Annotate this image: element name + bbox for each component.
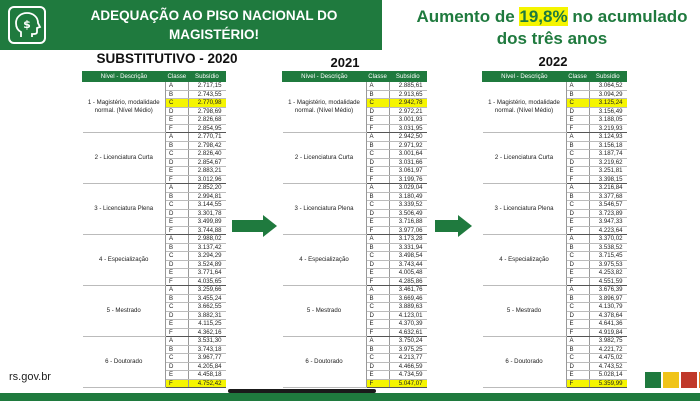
table-row: [283, 235, 427, 244]
subsidy-value: 3.499,89: [188, 218, 225, 227]
class-cell: F: [566, 226, 589, 235]
level-label: 4 - Especialização: [483, 235, 567, 286]
class-cell: C: [366, 201, 389, 210]
table-row: [283, 337, 427, 346]
svg-text:$: $: [23, 18, 31, 31]
top-banner: [0, 0, 382, 50]
class-cell: E: [366, 269, 389, 278]
subsidy-value: 2.826,40: [188, 150, 225, 159]
class-cell: A: [566, 337, 589, 346]
class-cell: C: [566, 150, 589, 159]
subsidy-value: 4.632,61: [389, 328, 426, 337]
subsidy-value: 4.551,59: [589, 277, 626, 286]
subsidy-value: 3.001,93: [389, 116, 426, 125]
class-cell: A: [566, 82, 589, 91]
level-label: 1 - Magistério, modalidade normal. (Nível Médio): [283, 82, 367, 133]
class-cell: B: [366, 294, 389, 303]
subsidy-value: 4.466,59: [389, 362, 426, 371]
class-cell: A: [165, 337, 188, 346]
class-cell: D: [366, 362, 389, 371]
class-cell: B: [165, 141, 188, 150]
class-cell: B: [366, 345, 389, 354]
class-cell: F: [165, 226, 188, 235]
class-cell: E: [366, 320, 389, 329]
class-cell: F: [165, 124, 188, 133]
class-cell: F: [366, 175, 389, 184]
class-cell: E: [366, 116, 389, 125]
subsidy-value: 3.750,24: [389, 337, 426, 346]
class-cell: E: [566, 320, 589, 329]
headline-suffix: no acumulado dos três anos: [496, 7, 688, 48]
table-row: [83, 235, 226, 244]
subsidy-value: 3.662,55: [188, 303, 225, 312]
level-label: 2 - Licenciatura Curta: [483, 133, 567, 184]
subsidy-value: 3.947,33: [589, 218, 626, 227]
class-cell: A: [165, 286, 188, 295]
class-cell: C: [165, 99, 188, 108]
level-label: 6 - Doutorado: [483, 337, 567, 388]
table-row: [283, 82, 427, 91]
table-row: [283, 184, 427, 193]
class-cell: B: [165, 90, 188, 99]
subsidy-value: 4.641,36: [589, 320, 626, 329]
table-row: [483, 235, 627, 244]
subsidy-value: 2.770,98: [188, 99, 225, 108]
class-cell: D: [566, 107, 589, 116]
subsidy-value: 2.854,67: [188, 158, 225, 167]
level-label: 3 - Licenciatura Plena: [83, 184, 166, 235]
class-cell: D: [366, 311, 389, 320]
header-classe: Classe: [566, 72, 589, 82]
subsidy-value: 3.216,84: [589, 184, 626, 193]
class-cell: E: [566, 116, 589, 125]
subsidy-value: 3.669,46: [389, 294, 426, 303]
class-cell: B: [566, 243, 589, 252]
subsidy-value: 3.156,49: [589, 107, 626, 116]
subsidy-value: 3.187,74: [589, 150, 626, 159]
subsidy-value: 3.975,25: [389, 345, 426, 354]
class-cell: B: [566, 345, 589, 354]
subsidy-value: 3.219,62: [589, 158, 626, 167]
class-cell: A: [165, 235, 188, 244]
header-subsidio: Subsídio: [589, 72, 626, 82]
class-cell: F: [566, 379, 589, 388]
subsidy-value: 2.988,02: [188, 235, 225, 244]
subsidy-value: 3.882,31: [188, 311, 225, 320]
subsidy-value: 3.012,96: [188, 175, 225, 184]
class-cell: F: [165, 175, 188, 184]
class-cell: A: [165, 133, 188, 142]
subsidy-value: 3.889,63: [389, 303, 426, 312]
subsidy-value: 3.715,45: [589, 252, 626, 261]
subsidy-value: 4.253,82: [589, 269, 626, 278]
level-label: 5 - Mestrado: [83, 286, 166, 337]
bottom-strip: [0, 393, 700, 401]
class-cell: F: [165, 277, 188, 286]
subsidy-value: 3.294,29: [188, 252, 225, 261]
subsidy-value: 3.031,66: [389, 158, 426, 167]
subsidy-value: 3.744,88: [188, 226, 225, 235]
class-cell: E: [566, 218, 589, 227]
table-row: [83, 286, 226, 295]
class-cell: D: [165, 362, 188, 371]
subsidy-value: 2.942,78: [389, 99, 426, 108]
subsidy-value: 3.173,28: [389, 235, 426, 244]
class-cell: A: [366, 337, 389, 346]
class-cell: B: [366, 141, 389, 150]
subsidy-value: 2.798,69: [188, 107, 225, 116]
table-row: [83, 82, 226, 91]
green-square: [645, 372, 661, 388]
class-cell: C: [165, 252, 188, 261]
subsidy-value: 3.975,53: [589, 260, 626, 269]
subsidy-value: 3.506,49: [389, 209, 426, 218]
class-cell: B: [566, 141, 589, 150]
class-cell: F: [165, 328, 188, 337]
class-cell: F: [366, 328, 389, 337]
level-label: 2 - Licenciatura Curta: [83, 133, 166, 184]
subsidy-value: 3.538,52: [589, 243, 626, 252]
subsidy-value: 4.743,52: [589, 362, 626, 371]
subsidy-value: 3.031,95: [389, 124, 426, 133]
subsidy-value: 2.994,81: [188, 192, 225, 201]
subsidy-value: 3.331,94: [389, 243, 426, 252]
class-cell: D: [165, 158, 188, 167]
class-cell: A: [366, 286, 389, 295]
class-cell: E: [566, 269, 589, 278]
class-cell: B: [165, 243, 188, 252]
salary-table-2020: [82, 71, 226, 388]
headline-prefix: Aumento de: [416, 7, 520, 26]
column-title-2022: 2022: [538, 54, 568, 69]
headline-highlight: 19,8%: [519, 7, 568, 26]
subsidy-value: 3.498,54: [389, 252, 426, 261]
column-title-2021: 2021: [330, 55, 360, 70]
subsidy-value: 4.362,16: [188, 328, 225, 337]
subsidy-value: 4.123,01: [389, 311, 426, 320]
level-label: 2 - Licenciatura Curta: [283, 133, 367, 184]
class-cell: E: [566, 371, 589, 380]
table-row: [483, 337, 627, 346]
class-cell: C: [366, 303, 389, 312]
subsidy-value: 2.743,55: [188, 90, 225, 99]
class-cell: E: [165, 218, 188, 227]
subsidy-value: 3.001,64: [389, 150, 426, 159]
class-cell: B: [366, 192, 389, 201]
class-cell: E: [165, 116, 188, 125]
subsidy-value: 3.029,04: [389, 184, 426, 193]
class-cell: F: [366, 124, 389, 133]
subsidy-value: 2.826,68: [188, 116, 225, 125]
class-cell: F: [566, 277, 589, 286]
subsidy-value: 4.005,48: [389, 269, 426, 278]
subsidy-value: 2.883,21: [188, 167, 225, 176]
table-row: [283, 133, 427, 142]
class-cell: E: [165, 167, 188, 176]
subsidy-value: 3.124,93: [589, 133, 626, 142]
subsidy-value: 3.125,24: [589, 99, 626, 108]
subsidy-value: 4.213,77: [389, 354, 426, 363]
subsidy-value: 4.475,02: [589, 354, 626, 363]
subsidy-value: 4.130,79: [589, 303, 626, 312]
class-cell: A: [366, 82, 389, 91]
header-subsidio: Subsídio: [389, 72, 426, 82]
class-cell: D: [366, 158, 389, 167]
class-cell: D: [165, 107, 188, 116]
level-label: 3 - Licenciatura Plena: [483, 184, 567, 235]
table-row: [483, 184, 627, 193]
subsidy-value: 3.301,78: [188, 209, 225, 218]
subsidy-value: 4.370,39: [389, 320, 426, 329]
table-row: [83, 133, 226, 142]
salary-table-2022: [482, 71, 627, 388]
subsidy-value: 2.770,71: [188, 133, 225, 142]
class-cell: A: [366, 235, 389, 244]
class-cell: C: [165, 354, 188, 363]
class-cell: D: [566, 209, 589, 218]
class-cell: E: [165, 320, 188, 329]
subsidy-value: 3.977,06: [389, 226, 426, 235]
header-classe: Classe: [165, 72, 188, 82]
class-cell: D: [566, 158, 589, 167]
banner-title: ADEQUAÇÃO AO PISO NACIONAL DO MAGISTÉRIO!: [90, 8, 338, 42]
subsidy-value: 3.094,29: [589, 90, 626, 99]
class-cell: A: [566, 235, 589, 244]
class-cell: F: [366, 277, 389, 286]
class-cell: C: [165, 303, 188, 312]
header-nivel: Nível - Descrição: [283, 72, 367, 82]
subsidy-value: 5.047,07: [389, 379, 426, 388]
subsidy-value: 3.982,75: [589, 337, 626, 346]
class-cell: A: [366, 133, 389, 142]
class-cell: C: [366, 99, 389, 108]
class-cell: C: [566, 201, 589, 210]
class-cell: B: [566, 192, 589, 201]
subsidy-value: 2.885,61: [389, 82, 426, 91]
class-cell: D: [566, 260, 589, 269]
class-cell: D: [566, 362, 589, 371]
class-cell: B: [366, 243, 389, 252]
subsidy-value: 3.743,44: [389, 260, 426, 269]
subsidy-value: 4.458,18: [188, 371, 225, 380]
class-cell: B: [165, 192, 188, 201]
subsidy-value: 5.359,99: [589, 379, 626, 388]
subsidy-value: 2.971,92: [389, 141, 426, 150]
class-cell: B: [566, 90, 589, 99]
subsidy-value: 3.156,18: [589, 141, 626, 150]
subsidy-value: 3.461,76: [389, 286, 426, 295]
class-cell: C: [366, 252, 389, 261]
class-cell: F: [165, 379, 188, 388]
subsidy-value: 4.285,86: [389, 277, 426, 286]
subsidy-value: 5.028,14: [589, 371, 626, 380]
subsidy-value: 2.942,50: [389, 133, 426, 142]
class-cell: C: [165, 150, 188, 159]
class-cell: E: [366, 167, 389, 176]
subsidy-value: 3.064,52: [589, 82, 626, 91]
subsidy-value: 3.199,76: [389, 175, 426, 184]
class-cell: C: [165, 201, 188, 210]
class-cell: A: [366, 184, 389, 193]
class-cell: A: [165, 82, 188, 91]
subsidy-value: 4.221,72: [589, 345, 626, 354]
subsidy-value: 2.852,20: [188, 184, 225, 193]
class-cell: C: [566, 99, 589, 108]
subsidy-value: 3.398,15: [589, 175, 626, 184]
header-classe: Classe: [366, 72, 389, 82]
level-label: 5 - Mestrado: [283, 286, 367, 337]
class-cell: A: [566, 184, 589, 193]
level-label: 5 - Mestrado: [483, 286, 567, 337]
class-cell: F: [566, 328, 589, 337]
class-cell: A: [566, 133, 589, 142]
salary-table-2021: [282, 71, 427, 388]
column-title-2020: SUBSTITUTIVO - 2020: [96, 51, 238, 66]
class-cell: D: [366, 209, 389, 218]
class-cell: D: [566, 311, 589, 320]
brand-color-squares: [645, 372, 700, 388]
class-cell: A: [165, 184, 188, 193]
level-label: 1 - Magistério, modalidade normal. (Nível Médio): [83, 82, 166, 133]
subsidy-value: 3.723,89: [589, 209, 626, 218]
table-row: [483, 286, 627, 295]
subsidy-value: 3.455,24: [188, 294, 225, 303]
subsidy-value: 3.061,97: [389, 167, 426, 176]
class-cell: B: [165, 294, 188, 303]
subsidy-value: 3.716,88: [389, 218, 426, 227]
subsidy-value: 3.188,05: [589, 116, 626, 125]
level-label: 6 - Doutorado: [83, 337, 166, 388]
header-nivel: Nível - Descrição: [83, 72, 166, 82]
subsidy-value: 3.219,93: [589, 124, 626, 133]
subsidy-value: 3.546,57: [589, 201, 626, 210]
class-cell: E: [366, 371, 389, 380]
class-cell: F: [566, 124, 589, 133]
subsidy-value: 4.223,64: [589, 226, 626, 235]
subsidy-value: 3.377,68: [589, 192, 626, 201]
subsidy-value: 2.798,42: [188, 141, 225, 150]
subsidy-value: 4.734,59: [389, 371, 426, 380]
class-cell: E: [165, 269, 188, 278]
head-money-icon: [8, 6, 46, 44]
subsidy-value: 3.144,55: [188, 201, 225, 210]
level-label: 1 - Magistério, modalidade normal. (Nível Médio): [483, 82, 567, 133]
class-cell: B: [366, 90, 389, 99]
subsidy-value: 4.205,84: [188, 362, 225, 371]
header-subsidio: Subsídio: [188, 72, 225, 82]
subsidy-value: 3.531,30: [188, 337, 225, 346]
headline: [408, 6, 696, 50]
class-cell: F: [366, 379, 389, 388]
subsidy-value: 3.339,52: [389, 201, 426, 210]
class-cell: C: [366, 150, 389, 159]
subsidy-value: 4.378,64: [589, 311, 626, 320]
class-cell: B: [165, 345, 188, 354]
subsidy-value: 3.743,18: [188, 345, 225, 354]
level-label: 4 - Especialização: [283, 235, 367, 286]
class-cell: C: [566, 303, 589, 312]
subsidy-value: 3.137,42: [188, 243, 225, 252]
class-cell: D: [165, 260, 188, 269]
level-label: 6 - Doutorado: [283, 337, 367, 388]
subsidy-value: 3.896,97: [589, 294, 626, 303]
class-cell: A: [566, 286, 589, 295]
class-cell: D: [366, 260, 389, 269]
level-label: 3 - Licenciatura Plena: [283, 184, 367, 235]
subsidy-value: 3.771,64: [188, 269, 225, 278]
class-cell: B: [566, 294, 589, 303]
subsidy-value: 3.524,89: [188, 260, 225, 269]
subsidy-value: 3.259,66: [188, 286, 225, 295]
table-row: [83, 184, 226, 193]
class-cell: F: [566, 175, 589, 184]
class-cell: C: [366, 354, 389, 363]
red-square: [681, 372, 697, 388]
class-cell: D: [165, 209, 188, 218]
subsidy-value: 2.913,65: [389, 90, 426, 99]
table-row: [83, 337, 226, 346]
footer-site[interactable]: rs.gov.br: [9, 371, 51, 383]
subsidy-value: 4.919,84: [589, 328, 626, 337]
class-cell: E: [366, 218, 389, 227]
subsidy-value: 3.370,02: [589, 235, 626, 244]
subsidy-value: 2.717,15: [188, 82, 225, 91]
class-cell: E: [566, 167, 589, 176]
subsidy-value: 4.752,42: [188, 379, 225, 388]
class-cell: C: [566, 252, 589, 261]
table-row: [483, 82, 627, 91]
subsidy-value: 3.676,39: [589, 286, 626, 295]
table-row: [283, 286, 427, 295]
header-nivel: Nível - Descrição: [483, 72, 567, 82]
class-cell: F: [366, 226, 389, 235]
class-cell: C: [566, 354, 589, 363]
subsidy-value: 2.854,95: [188, 124, 225, 133]
subsidy-value: 2.972,21: [389, 107, 426, 116]
class-cell: E: [165, 371, 188, 380]
class-cell: D: [165, 311, 188, 320]
subsidy-value: 3.180,49: [389, 192, 426, 201]
subsidy-value: 3.251,81: [589, 167, 626, 176]
subsidy-value: 3.967,77: [188, 354, 225, 363]
subsidy-value: 4.115,25: [188, 320, 225, 329]
subsidy-value: 4.035,65: [188, 277, 225, 286]
level-label: 4 - Especialização: [83, 235, 166, 286]
class-cell: D: [366, 107, 389, 116]
table-row: [483, 133, 627, 142]
yellow-square: [663, 372, 679, 388]
